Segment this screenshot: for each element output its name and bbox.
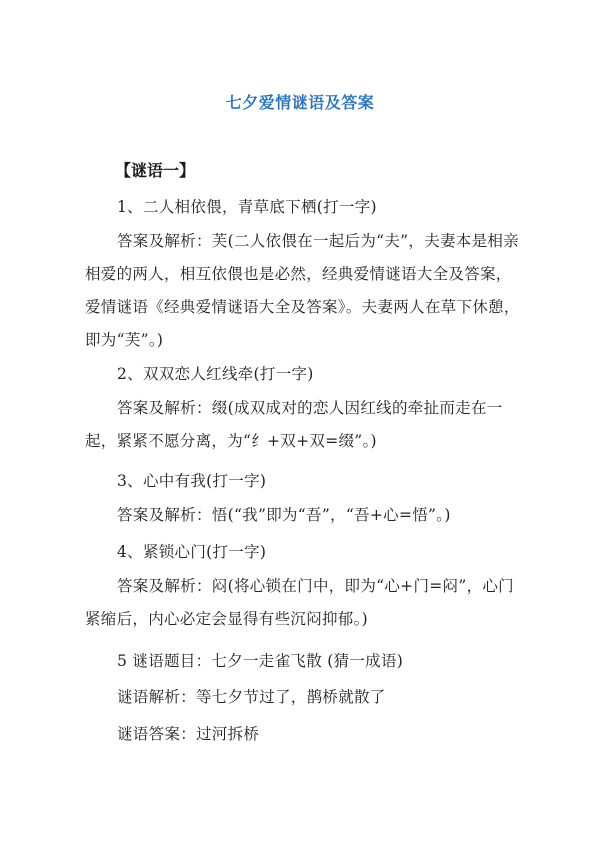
riddle-2-answer: 答案及解析：缀(成双成对的恋人因红线的牵扯而走在一起，紧紧不愿分离，为“纟+双+双=缀”。)	[85, 399, 503, 450]
riddle-5-explanation: 谜语解析：等七夕节过了，鹊桥就散了	[117, 688, 386, 706]
document-title: 七夕爱情谜语及答案	[225, 93, 375, 112]
riddle-4-question: 4、紧锁心门(打一字)	[117, 543, 267, 561]
riddle-3-answer: 答案及解析：悟(“我”即为“吾”，“吾+心=悟”。)	[117, 506, 451, 524]
riddle-5-question: 5 谜语题目：七夕一走雀飞散 (猜一成语)	[117, 652, 404, 670]
riddle-2-question: 2、双双恋人红线牵(打一字)	[117, 365, 314, 383]
riddle-4-answer: 答案及解析：闷(将心锁在门中，即为“心+门=闷”，心门紧缩后，内心必定会显得有些沉闷抑郁。)	[85, 577, 514, 628]
riddle-1-question: 1、二人相依偎，青草底下栖(打一字)	[117, 198, 377, 216]
riddle-1-answer: 答案及解析：芙(二人依偎在一起后为“夫”，夫妻本是相亲相爱的两人，相互依偎也是必然，经典爱情谜语大全及答案，爱情谜语《经典爱情谜语大全及答案》。夫妻两人在草下休憩，即为“芙”。)	[85, 232, 520, 349]
riddle-5-answer: 谜语答案：过河拆桥	[117, 725, 260, 743]
riddle-3-question: 3、心中有我(打一字)	[117, 472, 267, 490]
section-heading: 【谜语一】	[115, 161, 196, 180]
